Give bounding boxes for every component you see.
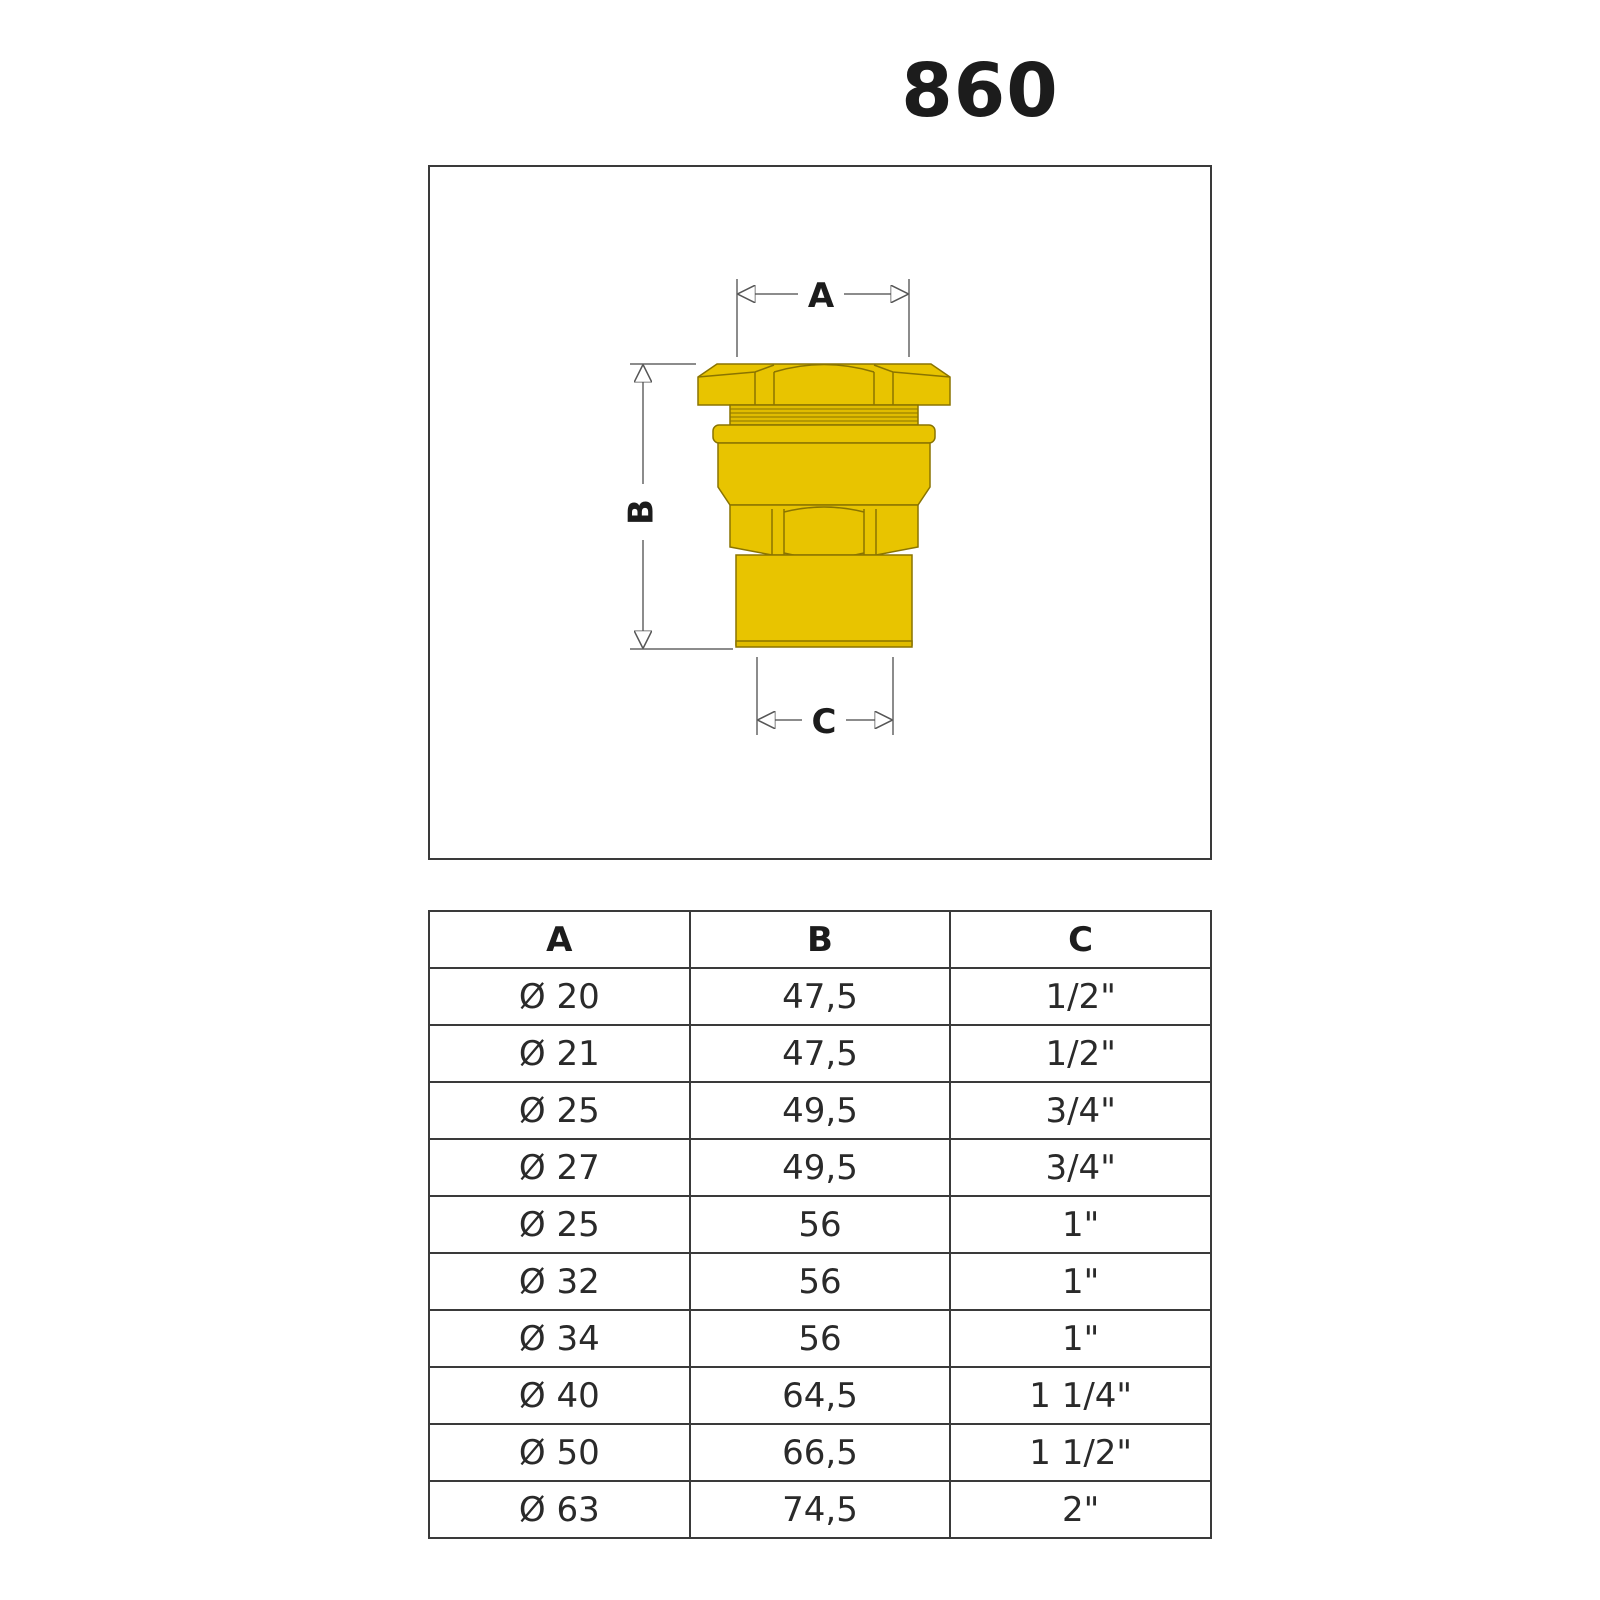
- cell-b: 56: [690, 1310, 951, 1367]
- table-row: [429, 1253, 1211, 1310]
- top-hex-nut: [698, 364, 950, 405]
- table-row: [429, 968, 1211, 1025]
- cell-a: Ø 50: [429, 1424, 690, 1481]
- cell-b: 66,5: [690, 1424, 951, 1481]
- cell-b: 47,5: [690, 968, 951, 1025]
- table-row: [429, 1310, 1211, 1367]
- column-header-b: B: [690, 911, 951, 968]
- column-header-a: A: [429, 911, 690, 968]
- cell-a: Ø 40: [429, 1367, 690, 1424]
- dimension-label-a: A: [807, 276, 835, 316]
- cell-a: Ø 25: [429, 1196, 690, 1253]
- cell-a: Ø 20: [429, 968, 690, 1025]
- thread-section: [730, 405, 918, 425]
- cell-c: 3/4": [950, 1082, 1211, 1139]
- product-code-title: 860: [901, 48, 1059, 134]
- male-thread-end: [736, 555, 912, 645]
- cell-b: 47,5: [690, 1025, 951, 1082]
- fitting-diagram: [430, 167, 1214, 862]
- table-row: [429, 1367, 1211, 1424]
- collar-ring: [713, 425, 935, 443]
- cell-a: Ø 34: [429, 1310, 690, 1367]
- cell-a: Ø 32: [429, 1253, 690, 1310]
- column-header-c: C: [950, 911, 1211, 968]
- table-row: [429, 1196, 1211, 1253]
- cell-a: Ø 21: [429, 1025, 690, 1082]
- table-row: [429, 1481, 1211, 1538]
- table-header-row: [429, 911, 1211, 968]
- cell-c: 1": [950, 1196, 1211, 1253]
- table-row: [429, 1139, 1211, 1196]
- technical-drawing-frame: [428, 165, 1212, 860]
- dimensions-table: [428, 910, 1212, 1539]
- cell-c: 2": [950, 1481, 1211, 1538]
- cell-c: 1": [950, 1310, 1211, 1367]
- cell-b: 74,5: [690, 1481, 951, 1538]
- cell-c: 1/2": [950, 968, 1211, 1025]
- dimension-a: [737, 276, 909, 357]
- dimension-b: [622, 364, 734, 649]
- cell-c: 1": [950, 1253, 1211, 1310]
- cell-a: Ø 63: [429, 1481, 690, 1538]
- table-row: [429, 1424, 1211, 1481]
- dimension-c: [757, 657, 893, 742]
- table-row: [429, 1025, 1211, 1082]
- dimension-label-b: B: [621, 499, 662, 525]
- cell-b: 49,5: [690, 1082, 951, 1139]
- dimension-label-c: C: [811, 702, 837, 742]
- body-shell: [718, 443, 930, 505]
- cell-b: 49,5: [690, 1139, 951, 1196]
- cell-a: Ø 27: [429, 1139, 690, 1196]
- cell-b: 56: [690, 1196, 951, 1253]
- cell-b: 64,5: [690, 1367, 951, 1424]
- cell-c: 1/2": [950, 1025, 1211, 1082]
- cell-a: Ø 25: [429, 1082, 690, 1139]
- cell-c: 1 1/2": [950, 1424, 1211, 1481]
- table-row: [429, 1082, 1211, 1139]
- cell-c: 1 1/4": [950, 1367, 1211, 1424]
- cell-b: 56: [690, 1253, 951, 1310]
- fitting-body: [698, 364, 950, 647]
- lower-hex-nut: [730, 505, 918, 555]
- cell-c: 3/4": [950, 1139, 1211, 1196]
